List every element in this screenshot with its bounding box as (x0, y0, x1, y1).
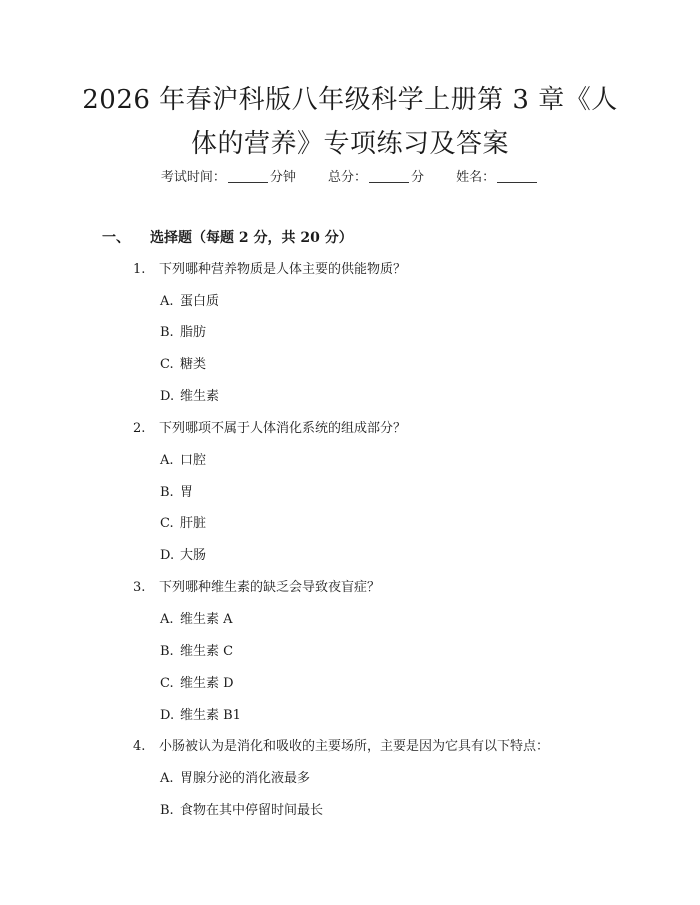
answer-option (160, 292, 219, 312)
option-text: 胃腺分泌的消化液最多 (180, 771, 311, 786)
answer-option (160, 451, 206, 471)
answer-option (160, 706, 241, 726)
option-text: 糖类 (180, 357, 207, 372)
student-name-field (456, 170, 539, 185)
total-score-field (328, 170, 424, 185)
exam-time-field (161, 170, 296, 185)
option-text: 维生素 (180, 389, 220, 404)
answer-option (160, 483, 193, 503)
option-letter: A. (160, 453, 174, 468)
answer-option (160, 642, 233, 662)
section-number: 一、 (102, 230, 130, 246)
answer-option (160, 546, 206, 566)
question-text: 小肠被认为是消化和吸收的主要场所，主要是因为它具有以下特点： (159, 739, 550, 754)
question-number: 3. (133, 580, 146, 595)
answer-option (160, 387, 219, 407)
answer-option (160, 355, 206, 375)
option-letter: D. (160, 548, 175, 563)
option-text: 肝脏 (180, 516, 207, 531)
option-letter: B. (160, 485, 174, 500)
student-name-blank (497, 169, 537, 183)
question (133, 578, 380, 598)
option-text: 维生素 B1 (180, 708, 241, 723)
question-number: 2. (133, 421, 146, 436)
title-line-2: 体的营养》专项练习及答案 (190, 129, 509, 159)
option-letter: D. (160, 389, 175, 404)
answer-option (160, 514, 206, 534)
question (133, 260, 406, 280)
answer-option (160, 323, 206, 343)
option-text: 维生素 A (180, 612, 233, 627)
option-letter: C. (160, 676, 174, 691)
option-text: 食物在其中停留时间最长 (180, 803, 324, 818)
answer-option (160, 610, 233, 630)
question-number: 1. (133, 262, 146, 277)
question (133, 419, 406, 439)
option-letter: B. (160, 644, 174, 659)
exam-info-line (0, 168, 700, 188)
option-letter: C. (160, 516, 174, 531)
option-text: 脂肪 (180, 325, 207, 340)
section-heading (102, 228, 353, 248)
question (133, 737, 549, 757)
option-text: 蛋白质 (180, 294, 220, 309)
question-number: 4. (133, 739, 146, 754)
option-text: 口腔 (180, 453, 207, 468)
exam-time-unit: 分钟 (269, 170, 296, 185)
option-letter: A. (160, 294, 174, 309)
option-letter: A. (160, 771, 174, 786)
answer-option (160, 769, 310, 789)
title-line-1: 2026 年春沪科版八年级科学上册第 3 章《人 (82, 85, 618, 115)
answer-option (160, 801, 323, 821)
option-text: 大肠 (180, 548, 207, 563)
question-text: 下列哪项不属于人体消化系统的组成部分？ (159, 421, 407, 436)
option-text: 维生素 D (180, 676, 234, 691)
total-score-unit: 分 (411, 170, 425, 185)
exam-time-blank (228, 169, 268, 183)
option-text: 胃 (180, 485, 194, 500)
total-score-blank (369, 169, 409, 183)
option-letter: B. (160, 325, 174, 340)
option-text: 维生素 C (180, 644, 234, 659)
section-title: 选择题（每题 2 分，共 20 分） (150, 230, 353, 246)
question-text: 下列哪种维生素的缺乏会导致夜盲症？ (159, 580, 381, 595)
exam-time-label: 考试时间： (160, 170, 226, 185)
option-letter: A. (160, 612, 174, 627)
student-name-label: 姓名： (456, 170, 496, 185)
total-score-label: 总分： (327, 170, 367, 185)
option-letter: D. (160, 708, 175, 723)
question-text: 下列哪种营养物质是人体主要的供能物质？ (159, 262, 407, 277)
option-letter: C. (160, 357, 174, 372)
document-title (70, 78, 630, 166)
option-letter: B. (160, 803, 174, 818)
answer-option (160, 674, 234, 694)
